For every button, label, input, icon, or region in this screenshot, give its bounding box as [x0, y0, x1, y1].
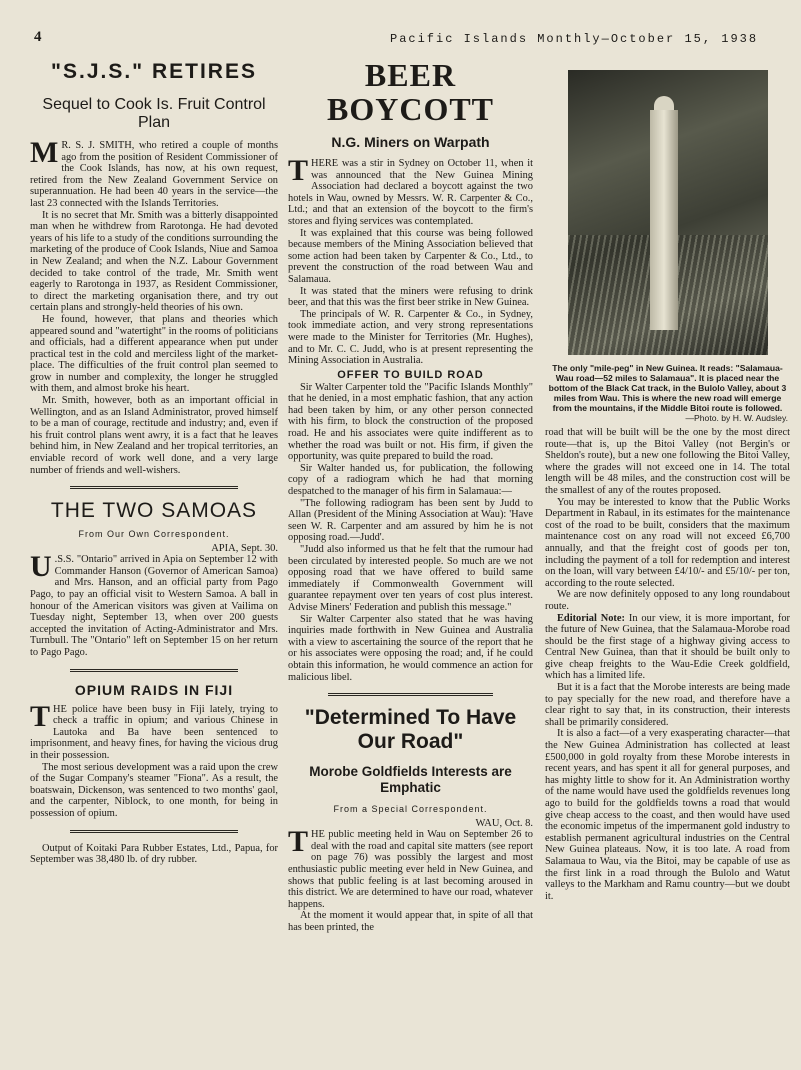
- running-head: Pacific Islands Monthly—October 15, 1938: [390, 32, 759, 46]
- article-title: THE TWO SAMOAS: [50, 499, 258, 523]
- paragraph: But it is a fact that the Morobe interests are being made to pay specially for the new road, and therefore have a clear right to say that, in its construction, their interests shall be primarily considered.: [545, 682, 790, 728]
- mile-peg-photo-figure: [545, 70, 790, 423]
- column-left: [30, 58, 278, 1058]
- byline: From Our Own Correspondent.: [78, 529, 230, 540]
- dateline: WAU, Oct. 8.: [475, 818, 533, 830]
- photo-caption: The only "mile-peg" in New Guinea. It reads: "Salamaua-Wau road—52 miles to Salamaua". It is placed near the bottom of the Black Cat track, in the Bulolo Valley, about 3 miles from Wau. This is where the new road will emerge from the mountains, if the Middle Bitoi route is followed. —Photo. by H. W. Audsley.: [548, 363, 788, 423]
- divider: [70, 486, 238, 489]
- paragraph: M R. S. J. SMITH, who retired a couple of months ago from the position of Resident Commissioner of the Cook Islands, has now, at his own request, retired from the New Zealand Government Service on superannuation. He had been 40 years in the service—the last 23 connected with the Islands Territories.: [30, 136, 278, 209]
- drop-cap: T: [288, 154, 309, 187]
- column-middle: [288, 58, 533, 1058]
- page-number: 4: [34, 29, 42, 45]
- byline: From a Special Correspondent.: [333, 804, 488, 815]
- drop-cap: T: [288, 825, 309, 859]
- drop-cap: T: [30, 699, 51, 733]
- drop-cap: U: [30, 550, 52, 584]
- paragraph: THE police have been busy in Fiji lately, trying to check a traffic in opium; and various Chinese in Lautoka and Ba have been sentenced to imprisonment, and heavy fines, for having the vicious drug in their possession.: [30, 699, 278, 761]
- article-beer-boycott: [288, 58, 533, 683]
- article-subtitle: Sequel to Cook Is. Fruit Control Plan: [42, 96, 266, 131]
- paragraph: Sir Walter Carpenter also stated that he was having inquiries made forthwith in New Guinea and Australia with a view to ascertaining the source of the report that he or his associates were opposing the road; and, if he could obtain this information, he would commence an action for malicious libel.: [288, 613, 533, 683]
- dateline: APIA, Sept. 30.: [211, 543, 278, 555]
- photo-mile-peg-post: [650, 110, 678, 330]
- paragraph: We are now definitely opposed to any long roundabout route.: [545, 589, 790, 612]
- paragraph: Editorial Note: In our view, it is more important, for the future of New Guinea, that the Salamaua-Morobe road should be the first stage of a highway giving access to Central New Guinea, than that it should be built only to give cheap freights to the Wau-Edie Creek goldfield, which has a limited life.: [545, 612, 790, 682]
- article-title: BEER BOYCOTT: [326, 58, 495, 127]
- article-opium-raids: [30, 682, 278, 820]
- divider: [70, 830, 238, 833]
- paragraph: Mr. Smith, however, both as an important official in Wellington, and as an Island Administrator, proved himself to be a man of courage, rectitude and industry; and, even if his fruit control plans went awry, it is a fact that he leaves behind him, in New Zealand and her tropical territories, an enviable record of work well done, and a very large number of friends and well-wishers.: [30, 395, 278, 476]
- paragraph: road that will be built will be the one by the most direct route—that is, up the Bitoi Valley (not Bergin's or Sheldon's route), but a new one following the Bitoi Valley, where the grades will not exceed one in 14. The total length will be 48 miles, and the construction cost will be the smallest of any of the routes proposed.: [545, 427, 790, 496]
- article-title: "Determined To Have Our Road": [304, 706, 517, 754]
- article-sjs-retires: [30, 60, 278, 476]
- paragraph: The most serious development was a raid upon the crew of the Sugar Company's steamer "Fiona". As a result, the boatswain, Dickenson, was sentenced to two months' gaol, and the carpenter, Niblock, to one month, for being in possession of opium.: [30, 761, 278, 819]
- paragraph: It was explained that this course was being followed because members of the Mining Association believed that some action had been taken by Carpenter & Co., Ltd., to prevent the construction of the road between Wau and Salamaua.: [288, 227, 533, 285]
- paragraph: It is no secret that Mr. Smith was a bitterly disappointed man when he withdrew from Rarotonga. He had devoted years of his life to a study of the conditions surrounding the marketing of the produce of Cook Islands, Niue and Samoa in New Zealand; and when the N.Z. Labour Government decided to take control of the trade, Mr. Smith went eagerly to Rarotonga in 1937, as Resident Commissioner, to direct the marketing organisation there, and try out certain plans and strongly-held theories of his own.: [30, 209, 278, 314]
- koitaki-note: Output of Koitaki Para Rubber Estates, Ltd., Papua, for September was 38,480 lb. of dry rubber.: [30, 842, 278, 866]
- article-determined-road: [288, 706, 533, 933]
- paragraph: THE public meeting held in Wau on September 26 to deal with the road and capital site matters (see report on page 76) was possibly the largest and most enthusiastic public meeting ever held in New Guinea, and shows that public feeling is at last becoming aroused in this district. We are determined to have our road, whatever happens.: [288, 825, 533, 910]
- editorial-note-label: Editorial Note:: [557, 612, 625, 624]
- paragraph: Sir Walter handed us, for publication, the following copy of a radiogram which he had that morning despatched to the manager of his firm in Salamaua:—: [288, 462, 533, 498]
- paragraph: At the moment it would appear that, in spite of all that has been printed, the: [288, 910, 533, 933]
- paragraph: It was stated that the miners were refusing to drink beer, and that this was the first beer strike in New Guinea.: [288, 285, 533, 309]
- section-subhead: OFFER TO BUILD ROAD: [337, 368, 484, 381]
- paragraph: THERE was a stir in Sydney on October 11, when it was announced that the New Guinea Mining Association had declared a boycott against the two hotels in Wau, owned by Messrs. W. R. Carpenter & Co., Ltd.; and that an extension of the boycott to the firm's stores and flying services was contemplated.: [288, 154, 533, 227]
- article-title: "S.J.S." RETIRES: [51, 60, 257, 83]
- paragraph: U .S.S. "Ontario" arrived in Apia on September 12 with Commander Hanson (Governor of American Samoa) and Mrs. Hanson, and an official party from Pago Pago, to pay an official visit to Western Samoa. A ball in honour of the American visitors was given at Vailima on Tuesday night, September 13, when over 200 guests accepted the invitation of Acting-Administrator and Mrs. Turnbull. The "Ontario" left on September 15 on her return to Pago Pago.: [30, 550, 278, 658]
- divider: [328, 693, 493, 696]
- article-subtitle: Morobe Goldfields Interests are Emphatic: [309, 764, 512, 796]
- column-right: [545, 70, 790, 1060]
- drop-cap: M: [30, 136, 59, 169]
- paragraph: "The following radiogram has been sent by Judd to Allan (President of the Mining Association at Wau): 'Have seen W. R. Carpenter and am assured by him he is not opposing road.—Judd'.: [288, 497, 533, 544]
- paragraph: "Judd also informed us that he felt that the rumour had been circulated by interested people. So much are we not opposing road that we have offered to build same immediately if Commonwealth Government will guarantee repayment over ten years of cost plus interest. Advise Miners' Federation and publish this message.": [288, 544, 533, 613]
- paragraph: He found, however, that plans and theories which appeared sound and "watertight" in the rooms of politicians and officials, had a different appearance when put under practical test in the cold and merciless light of the market-place. The difficulties of the fruit control plan seemed to grow in number and complexity, the longer he struggled with them, and almost broke his heart.: [30, 313, 278, 395]
- article-two-samoas: [30, 499, 278, 658]
- mile-peg-photo: [568, 70, 768, 355]
- paragraph: Sir Walter Carpenter told the "Pacific Islands Monthly" that he denied, in a most emphatic fashion, that any action had been taken by him, or any other person connected with his firm, to block the construction of the proposed road. He and his associates were quite indifferent as to whether the road was built or not. His firm, if given the opportunity, was quite prepared to build the road.: [288, 381, 533, 463]
- divider: [70, 669, 238, 672]
- paragraph: It is also a fact—of a very exasperating character—that the New Guinea Administration has collected at least £500,000 in gold royalty from these Morobe interests in recent years, and has spent it all for general purposes, and has mighty little to show for it. An Administration worthy of the name would have used the goldfields revenues long ago to build for the goldfields towns a road that would give cheap access to the coast, and then would have used the economic impetus of the impermanent gold industry to establish permanent agricultural industries on the Central New Guinea plateaus. Now, it is too late. A road from Salamaua to Wau, via the Bitoi, may be capable of use as the first link in a road through the Bulolo and Watut valleys to the Markham and Ramu country—but we doubt it.: [545, 728, 790, 902]
- photo-credit: —Photo. by H. W. Audsley.: [685, 413, 788, 423]
- article-title: OPIUM RAIDS IN FIJI: [74, 681, 234, 698]
- article-subtitle: N.G. Miners on Warpath: [331, 134, 490, 150]
- paragraph: You may be interested to know that the Public Works Department in Rabaul, in its estimates for the maintenance cost of the road to be built, considers that the maximum maintenance cost on any road will not exceed £6,700 annually, and that the freight cost of goods per ton, including the payment of a toll for redemption and interest on the loan, will vary between £4/10/- and £5/10/- per ton, according to the route selected.: [545, 496, 790, 589]
- paragraph: The principals of W. R. Carpenter & Co., in Sydney, took immediate action, and very strong representations were made to the Minister for Territories (Mr. Hughes), and to Mr. C. C. Judd, who is at present representing the Mining Association in Australia.: [288, 308, 533, 367]
